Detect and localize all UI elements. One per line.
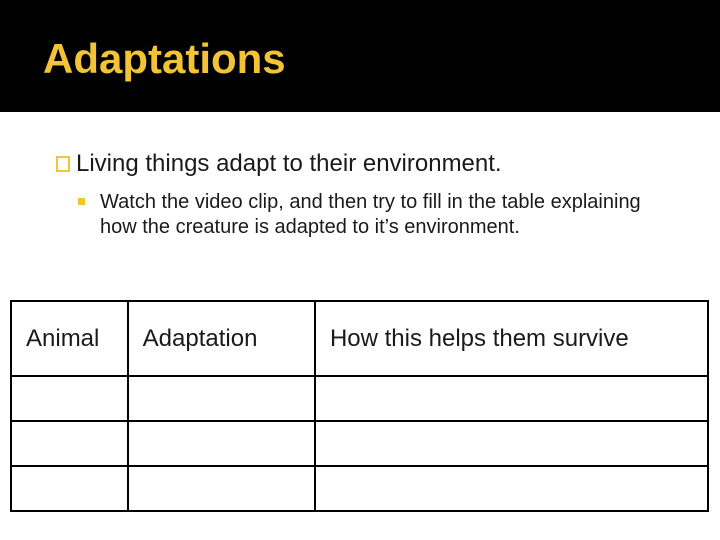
table-row bbox=[11, 466, 708, 511]
table-cell bbox=[315, 421, 708, 466]
table-cell bbox=[315, 466, 708, 511]
table-row bbox=[11, 421, 708, 466]
table-cell bbox=[128, 466, 315, 511]
table-cell bbox=[11, 421, 128, 466]
header-animal: Animal bbox=[11, 301, 128, 376]
table-row bbox=[11, 376, 708, 421]
sub-bullet-text: Watch the video clip, and then try to fill in the table explaining how the creature is adapted to it’s environment. bbox=[100, 191, 641, 238]
main-bullet bbox=[56, 150, 502, 178]
table-cell bbox=[11, 466, 128, 511]
box-bullet-icon bbox=[56, 156, 70, 172]
square-bullet-icon bbox=[78, 198, 85, 205]
header-adaptation: Adaptation bbox=[128, 301, 315, 376]
table-cell bbox=[128, 376, 315, 421]
title-bar bbox=[0, 0, 720, 112]
table-cell bbox=[11, 376, 128, 421]
adaptations-table bbox=[10, 300, 709, 512]
slide-title: Adaptations bbox=[43, 35, 286, 82]
table-cell bbox=[128, 421, 315, 466]
header-how-it-helps: How this helps them survive bbox=[315, 301, 708, 376]
sub-bullet bbox=[78, 190, 658, 240]
table-cell bbox=[315, 376, 708, 421]
main-bullet-text: Living things adapt to their environment. bbox=[76, 150, 502, 177]
table-header-row bbox=[11, 301, 708, 376]
